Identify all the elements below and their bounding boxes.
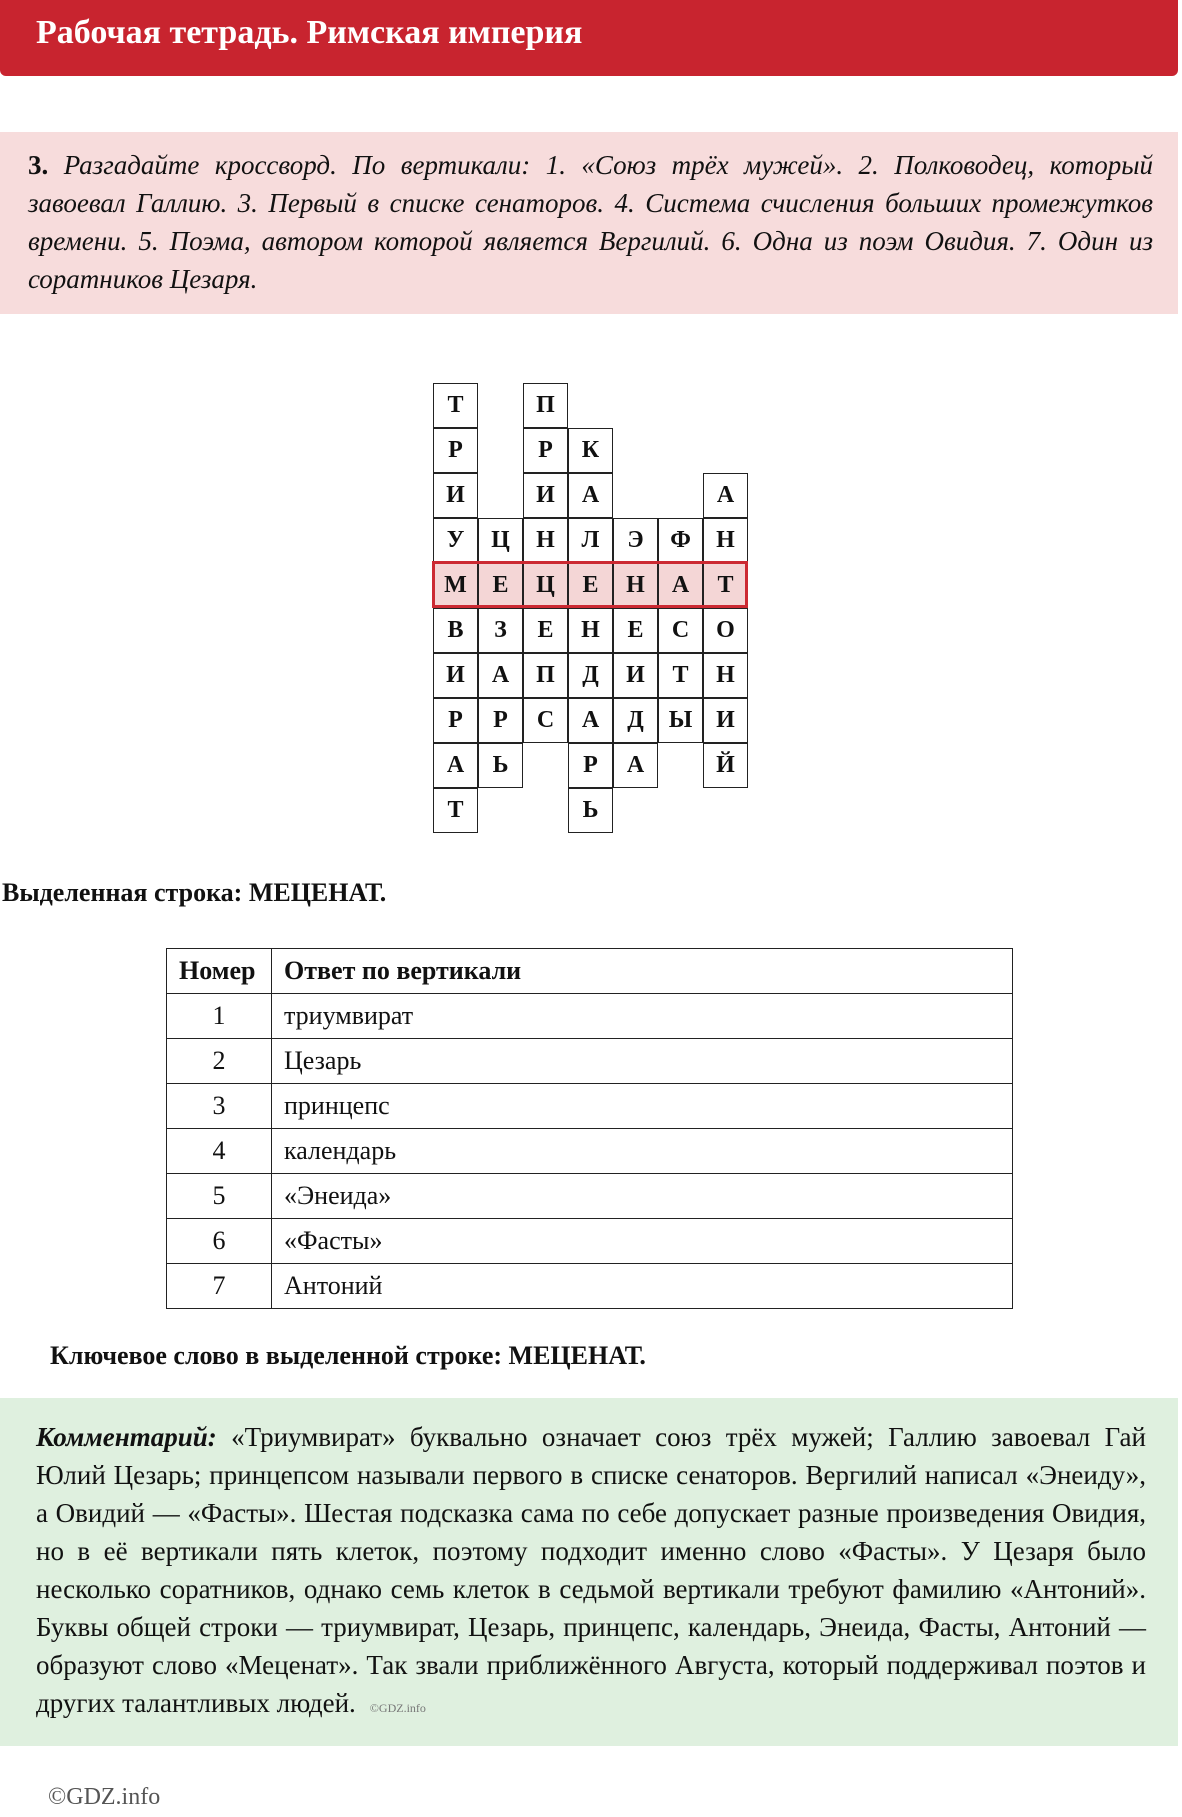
column-header-number: Номер (167, 949, 272, 994)
highlighted-row-answer: Выделенная строка: МЕЦЕНАТ. (2, 878, 387, 907)
crossword-cell: У (433, 518, 478, 563)
crossword-cell: Т (658, 653, 703, 698)
crossword-cell: Р (523, 428, 568, 473)
crossword-cell: А (568, 698, 613, 743)
crossword-cell: Р (568, 743, 613, 788)
page-title: Рабочая тетрадь. Римская империя (36, 14, 583, 51)
crossword-cell: С (658, 608, 703, 653)
crossword-cell: П (523, 653, 568, 698)
crossword-cell: Е (613, 608, 658, 653)
crossword-cell: Н (703, 653, 748, 698)
row-answer: «Энеида» (272, 1174, 1013, 1219)
crossword-cell: Т (703, 563, 748, 608)
crossword-cell: Ы (658, 698, 703, 743)
crossword-cell: Т (433, 788, 478, 833)
crossword-cell: Ц (523, 563, 568, 608)
task-text (28, 146, 1153, 298)
row-number: 1 (167, 994, 272, 1039)
row-answer: Антоний (272, 1264, 1013, 1309)
crossword-cell: А (658, 563, 703, 608)
crossword-cell: Ц (478, 518, 523, 563)
crossword-cell: З (478, 608, 523, 653)
row-number: 6 (167, 1219, 272, 1264)
crossword-cell: Е (478, 563, 523, 608)
row-number: 3 (167, 1084, 272, 1129)
crossword-cell: Т (433, 383, 478, 428)
crossword-cell: О (703, 608, 748, 653)
crossword-cell: С (523, 698, 568, 743)
crossword-cell: Н (613, 563, 658, 608)
crossword-cell: Л (568, 518, 613, 563)
footer-watermark: ©GDZ.info (48, 1784, 161, 1810)
crossword-cell: Н (523, 518, 568, 563)
answers-table (166, 948, 1013, 1309)
crossword-cell: Н (568, 608, 613, 653)
crossword-cell: Ф (658, 518, 703, 563)
row-number: 4 (167, 1129, 272, 1174)
crossword-cell: А (478, 653, 523, 698)
comment-body: «Триумвират» буквально означает союз трёх мужей; Галлию завоевал Гай Юлий Цезарь; принцепсом называли первого в списке сенаторов. Вергилий написал «Энеиду», а Овидий — «Фасты». Шестая подсказка сама по себе допускает разные произведения Овидия, но в её вертикали пять клеток, поэтому подходит именно слово «Фасты». У Цезаря было несколько соратников, однако семь клеток в седьмой вертикали требуют фамилию «Антоний». Буквы общей строки — триумвират, Цезарь, принцепс, календарь, Энеида, Фасты, Антоний — образуют слово «Меценат». Так звали приближённого Августа, который поддерживал поэтов и других талантливых людей. (36, 1422, 1146, 1718)
comment-text (36, 1418, 1146, 1727)
crossword-cell: Н (703, 518, 748, 563)
row-answer: принцепс (272, 1084, 1013, 1129)
crossword-cell: Э (613, 518, 658, 563)
task-number: 3. (28, 150, 49, 180)
crossword-cell: Д (613, 698, 658, 743)
crossword-cell: К (568, 428, 613, 473)
crossword-cell: А (568, 473, 613, 518)
crossword-cell: В (433, 608, 478, 653)
table-header-row (167, 949, 1013, 994)
inline-watermark: ©GDZ.info (369, 1701, 426, 1715)
crossword-cell: Д (568, 653, 613, 698)
row-answer: «Фасты» (272, 1219, 1013, 1264)
task-description: Разгадайте кроссворд. По вертикали: 1. «Союз трёх мужей». 2. Полководец, который завоевал Галлию. 3. Первый в списке сенаторов. 4. Система счисления больших промежутков времени. 5. Поэма, автором которой является Вергилий. 6. Одна из поэм Овидия. 7. Один из соратников Цезаря. (28, 150, 1153, 294)
table-row (167, 1039, 1013, 1084)
crossword-cell: Ь (568, 788, 613, 833)
crossword-cell: А (613, 743, 658, 788)
row-number: 5 (167, 1174, 272, 1219)
crossword-cell: Е (568, 563, 613, 608)
row-answer: Цезарь (272, 1039, 1013, 1084)
table-row (167, 994, 1013, 1039)
row-answer: календарь (272, 1129, 1013, 1174)
crossword-cell: И (613, 653, 658, 698)
table-row (167, 1174, 1013, 1219)
crossword-cell: Ь (478, 743, 523, 788)
page-header (0, 0, 1178, 76)
row-number: 7 (167, 1264, 272, 1309)
comment-label: Комментарий: (36, 1422, 217, 1452)
crossword-cell: И (523, 473, 568, 518)
keyword-answer: Ключевое слово в выделенной строке: МЕЦЕНАТ. (50, 1341, 646, 1370)
crossword-cell: Р (478, 698, 523, 743)
crossword-cell: А (703, 473, 748, 518)
table-row (167, 1264, 1013, 1309)
crossword-cell: И (433, 473, 478, 518)
crossword-highlight-frame (432, 561, 748, 608)
table-row (167, 1084, 1013, 1129)
crossword-cell: М (433, 563, 478, 608)
crossword-cell: И (433, 653, 478, 698)
crossword-cell: П (523, 383, 568, 428)
crossword-cell: Е (523, 608, 568, 653)
column-header-answer: Ответ по вертикали (272, 949, 1013, 994)
crossword-cell: Р (433, 698, 478, 743)
row-number: 2 (167, 1039, 272, 1084)
row-answer: триумвират (272, 994, 1013, 1039)
crossword-cell: А (433, 743, 478, 788)
crossword-cell: И (703, 698, 748, 743)
crossword-cell: Й (703, 743, 748, 788)
table-row (167, 1129, 1013, 1174)
crossword-cell: Р (433, 428, 478, 473)
table-row (167, 1219, 1013, 1264)
